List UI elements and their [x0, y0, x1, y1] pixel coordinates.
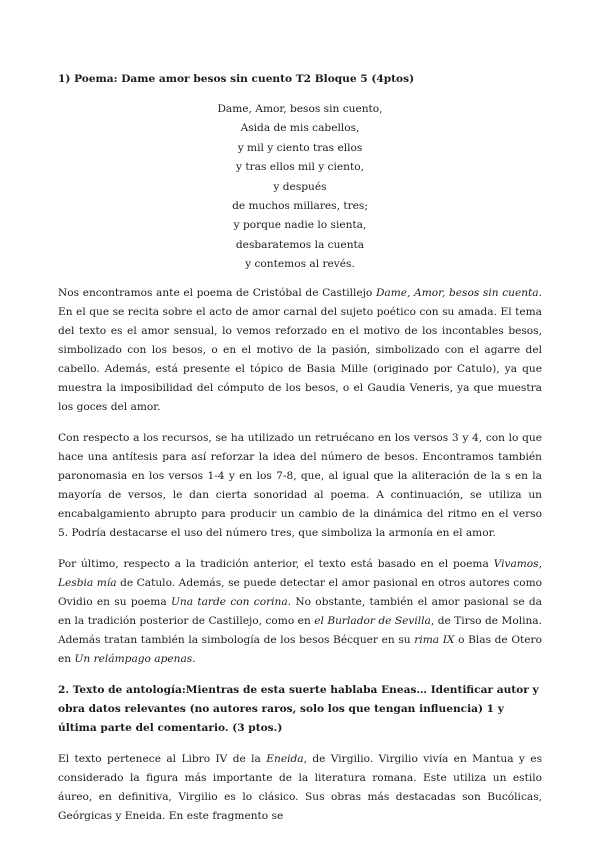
- poem-line: desbaratemos la cuenta: [235, 238, 365, 251]
- paragraph-resources: Con respecto a los recursos, se ha utilizado un retruécano en los versos 3 y 4, con lo que hace una antítesis para así reforzar la idea del número de besos. Encontramos también paronomasia en los versos 1-4 y en los 7-8, que, al igual que la aliteración de la s en la mayoría de versos, le dan cierta sonoridad al poema. A continuación, se utiliza un encabalgamiento abrupto para producir un cambio de la dinámica del ritmo en el verso 5. Podría destacarse el uso del número tres, que simboliza la armonía en el amor.: [58, 431, 542, 539]
- section-2-heading: 2. Texto de antología:Mientras de esta suerte hablaba Eneas… Identificar autor y obra datos relevantes (no autores raros, solo los que tengan influencia) 1 y última parte del comentario. (3 ptos.): [58, 683, 539, 734]
- poem-line: y tras ellos mil y ciento,: [236, 161, 364, 174]
- poem: [58, 100, 542, 275]
- work-title: Dame, Amor, besos sin cuenta: [375, 286, 539, 299]
- poem-line: de muchos millares, tres;: [232, 200, 368, 213]
- paragraph-introduction: Nos encontramos ante el poema de Cristóbal de Castillejo Dame, Amor, besos sin cuenta. En el que se recita sobre el acto de amor carnal del sujeto poético con su amada. El tema del texto es el amor sensual, lo vemos reforzado en el motivo de los incontables besos, simbolizado con los besos, o en el motivo de la pasión, simbolizado con el agarre del cabello. Además, está presente el tópico de Basia Mille (originado por Catulo), ya que muestra la imposibilidad del cómputo de los besos, o el Gaudia Veneris, ya que muestra los goces del amor.: [58, 286, 542, 413]
- poem-line: Dame, Amor, besos sin cuento,: [217, 103, 383, 115]
- work-title: Una tarde con corina: [170, 595, 288, 608]
- paragraph-author: El texto pertenece al Libro IV de la Eneida, de Virgilio. Virgilio vivía en Mantua y es considerado la figura más importante de la literatura romana. Este utiliza un estilo áureo, en definitiva, Virgilio es lo clásico. Sus obras más destacadas son Bucólicas, Geórgicas y Eneida. En este fragmento se: [58, 752, 543, 822]
- work-title: Vivamos, Lesbia mía: [58, 557, 542, 589]
- poem-line: y después: [273, 180, 327, 193]
- work-title: el Burlador de Sevilla: [314, 614, 431, 627]
- poem-line: y mil y ciento tras ellos: [237, 141, 363, 154]
- poem-line: y porque nadie lo sienta,: [233, 219, 367, 232]
- work-title: Eneida: [266, 752, 304, 765]
- poem-line: Asida de mis cabellos,: [240, 122, 360, 135]
- work-title: Un relámpago apenas: [74, 652, 193, 665]
- paragraph-tradition: Por último, respecto a la tradición anterior, el texto está basado en el poema Vivamos, Lesbia mía de Catulo. Además, se puede detectar el amor pasional en otros autores como Ovidio en su poema Una tarde con corina. No obstante, también el amor pasional se da en la tradición posterior de Castillejo, como en el Burlador de Sevilla, de Tirso de Molina. Además tratan también la simbología de los besos Bécquer en su rima IX o Blas de Otero en Un relámpago apenas.: [58, 557, 543, 665]
- poem-line: y contemos al revés.: [245, 258, 355, 271]
- section-1-heading: 1) Poema: Dame amor besos sin cuento T2 Bloque 5 (4ptos): [58, 73, 415, 85]
- work-title: rima IX: [414, 633, 455, 646]
